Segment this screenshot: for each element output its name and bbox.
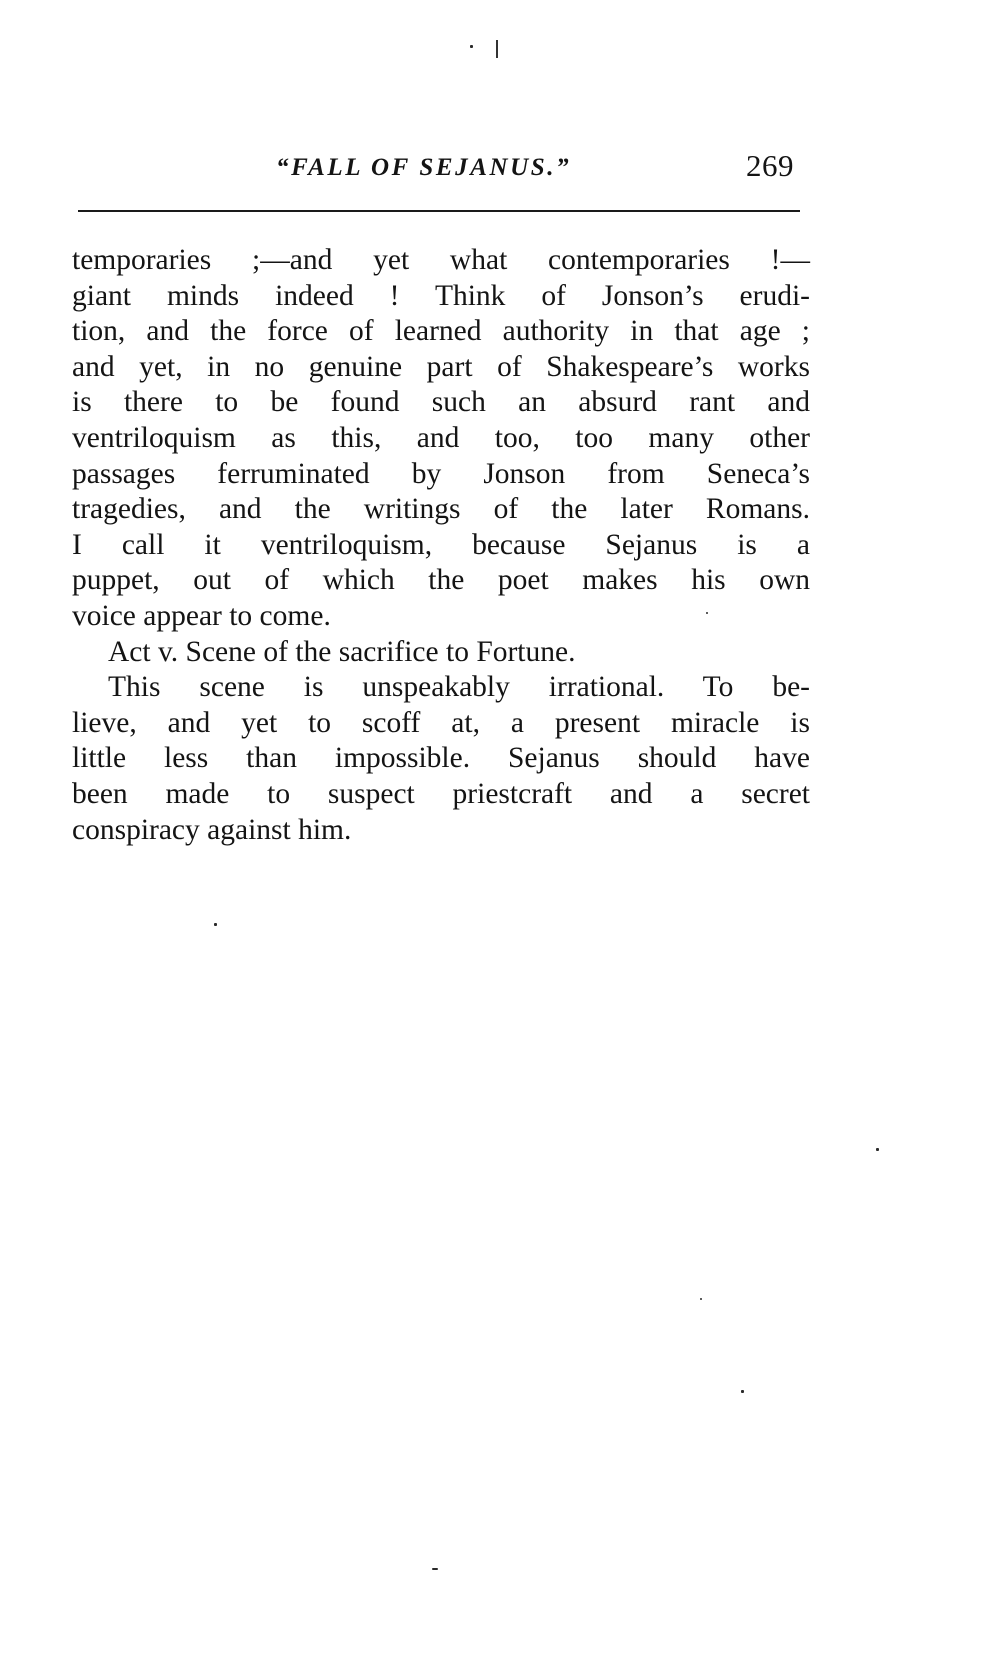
scan-speck xyxy=(470,45,473,48)
text-line: ventriloquism as this, and too, too many other xyxy=(72,421,810,454)
text-line: tion, and the force of learned authority in that age ; xyxy=(72,315,810,348)
text-line: little less than impossible. Sejanus should have xyxy=(72,742,810,775)
scan-mark xyxy=(496,40,498,58)
text-line: Act v. Scene of the sacrifice to Fortune. xyxy=(108,635,576,668)
text-line: conspiracy against him. xyxy=(72,813,352,846)
scan-speck xyxy=(741,1390,744,1393)
text-line: giant minds indeed ! Think of Jonson’s erudi- xyxy=(72,279,810,312)
body-text xyxy=(72,243,810,848)
text-line: I call it ventriloquism, because Sejanus is a xyxy=(72,528,810,561)
text-line: is there to be found such an absurd rant and xyxy=(72,386,810,419)
text-line: tragedies, and the writings of the later Romans. xyxy=(72,493,810,526)
text-line: lieve, and yet to scoff at, a present miracle is xyxy=(72,706,810,739)
page-number: 269 xyxy=(746,148,794,183)
scan-speck xyxy=(876,1148,879,1151)
text-line: puppet, out of which the poet makes his own xyxy=(72,564,810,597)
scan-speck xyxy=(432,1568,438,1570)
header-rule xyxy=(78,210,800,212)
scan-speck xyxy=(706,612,708,614)
scan-speck xyxy=(700,1298,702,1300)
text-line: temporaries ;—and yet what contemporaries !— xyxy=(72,244,810,276)
text-line: and yet, in no genuine part of Shakespeare’s works xyxy=(72,350,810,383)
text-line: voice appear to come. xyxy=(72,599,331,632)
running-title: “FALL OF SEJANUS.” xyxy=(276,154,572,181)
scan-speck xyxy=(214,923,217,926)
running-head xyxy=(72,148,810,192)
text-line: passages ferruminated by Jonson from Seneca’s xyxy=(72,457,810,490)
text-line: This scene is unspeakably irrational. To be- xyxy=(108,671,810,704)
text-line: been made to suspect priestcraft and a secret xyxy=(72,777,810,810)
